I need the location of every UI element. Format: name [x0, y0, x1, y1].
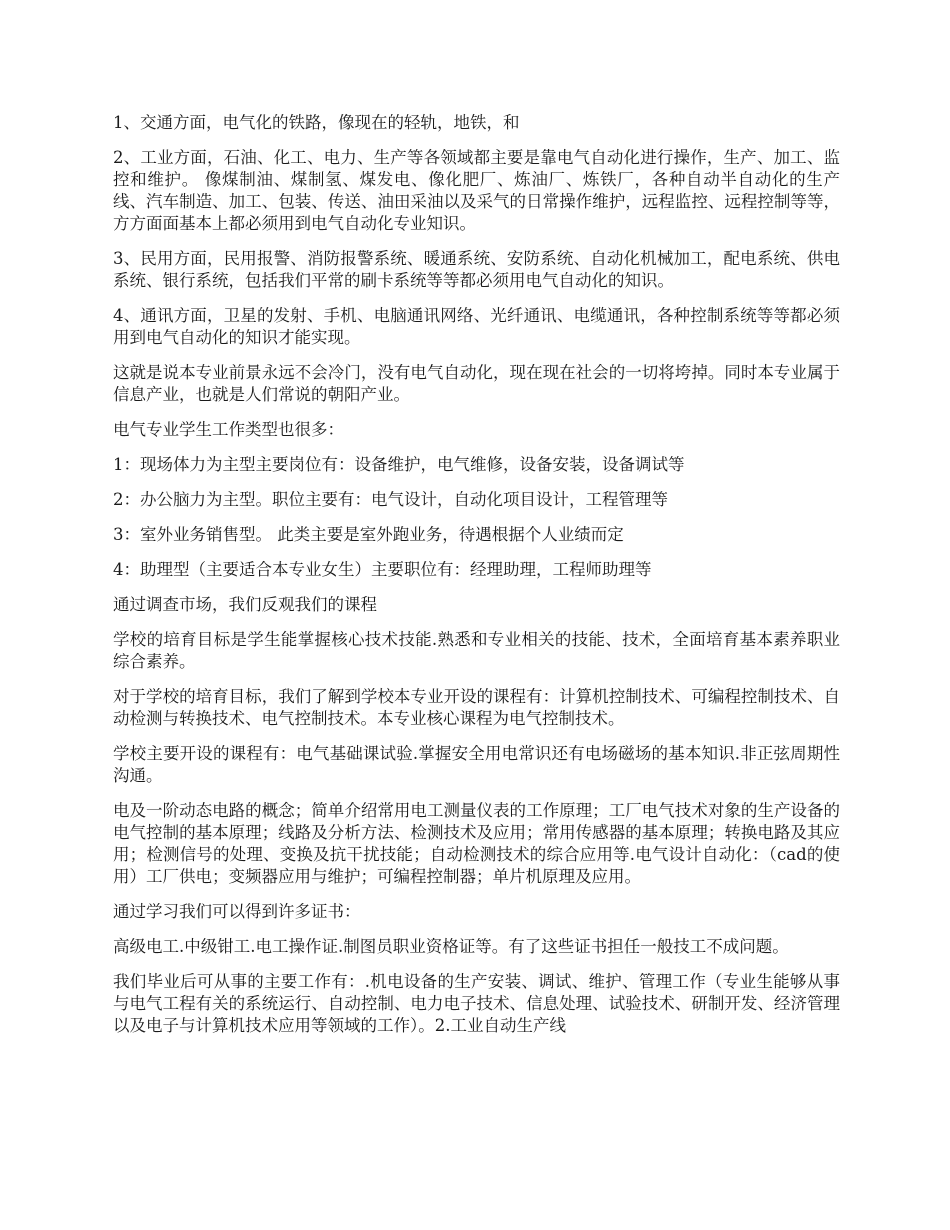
- paragraph-job-type-4: 4：助理型（主要适合本专业女生）主要职位有：经理助理，工程师助理等: [113, 560, 652, 579]
- paragraph-job-types-heading: 电气专业学生工作类型也很多：: [113, 420, 344, 439]
- paragraph-main-courses: 学校主要开设的课程有：电气基础课试验.掌握安全用电常识还有电场磁场的基本知识.非正弦周期性沟通。: [113, 744, 840, 785]
- paragraph-job-type-1: 1：现场体力为主型主要岗位有：设备维护，电气维修，设备安装，设备调试等: [113, 455, 685, 474]
- document-page: [113, 112, 840, 1050]
- paragraph-transport: 1、交通方面，电气化的铁路，像现在的轻轨，地铁，和: [113, 113, 520, 132]
- paragraph-courses-offered: 对于学校的培育目标，我们了解到学校本专业开设的课程有：计算机控制技术、可编程控制技术、自动检测与转换技术、电气控制技术。本专业核心课程为电气控制技术。: [113, 687, 840, 728]
- paragraph-communication: 4、通讯方面，卫星的发射、手机、电脑通讯网络、光纤通讯、电缆通讯，各种控制系统等等都必须用到电气自动化的知识才能实现。: [113, 306, 840, 347]
- paragraph-course-details: 电及一阶动态电路的概念；简单介绍常用电工测量仪表的工作原理；工厂电气技术对象的生产设备的电气控制的基本原理；线路及分析方法、检测技术及应用；常用传感器的基本原理；转换电路及其应用；检测信号的处理、变换及抗干扰技能；自动检测技术的综合应用等.电气设计自动化：（cad的使用）工厂供电；变频器应用与维护；可编程控制器；单片机原理及应用。: [113, 801, 840, 886]
- paragraph-training-goal: 学校的培育目标是学生能掌握核心技术技能.熟悉和专业相关的技能、技术，全面培育基本素养职业综合素养。: [113, 630, 840, 671]
- paragraph-civil: 3、民用方面，民用报警、消防报警系统、暖通系统、安防系统、自动化机械加工，配电系统、供电系统、银行系统，包括我们平常的刷卡系统等等都必须用电气自动化的知识。: [113, 249, 840, 290]
- paragraph-prospects: 这就是说本专业前景永远不会冷门，没有电气自动化，现在现在社会的一切将垮掉。同时本专业属于信息产业，也就是人们常说的朝阳产业。: [113, 363, 840, 404]
- paragraph-certificates: 高级电工.中级钳工.电工操作证.制图员职业资格证等。有了这些证书担任一般技工不成问题。: [113, 937, 789, 956]
- paragraph-industry: 2、工业方面，石油、化工、电力、生产等各领域都主要是靠电气自动化进行操作，生产、加工、监控和维护。 像煤制油、煤制氢、煤发电、像化肥厂、炼油厂、炼铁厂，各种自动半自动化的生产线、汽车制造、加工、包装、传送、油田采油以及采气的日常操作维护，远程监控、远程控制等等，方方面面基本上都必须用到电气自动化专业知识。: [113, 148, 840, 233]
- paragraph-market-review: 通过调查市场，我们反观我们的课程: [113, 595, 377, 614]
- paragraph-job-type-2: 2：办公脑力为主型。职位主要有：电气设计，自动化项目设计，工程管理等: [113, 490, 668, 509]
- paragraph-certificates-heading: 通过学习我们可以得到许多证书：: [113, 902, 361, 921]
- paragraph-career-work: 我们毕业后可从事的主要工作有：.机电设备的生产安装、调试、维护、管理工作（专业生能够从事与电气工程有关的系统运行、自动控制、电力电子技术、信息处理、试验技术、研制开发、经济管理以及电子与计算机技术应用等领域的工作）。2.工业自动生产线: [113, 972, 840, 1035]
- paragraph-job-type-3: 3：室外业务销售型。 此类主要是室外跑业务，待遇根据个人业绩而定: [113, 525, 624, 544]
